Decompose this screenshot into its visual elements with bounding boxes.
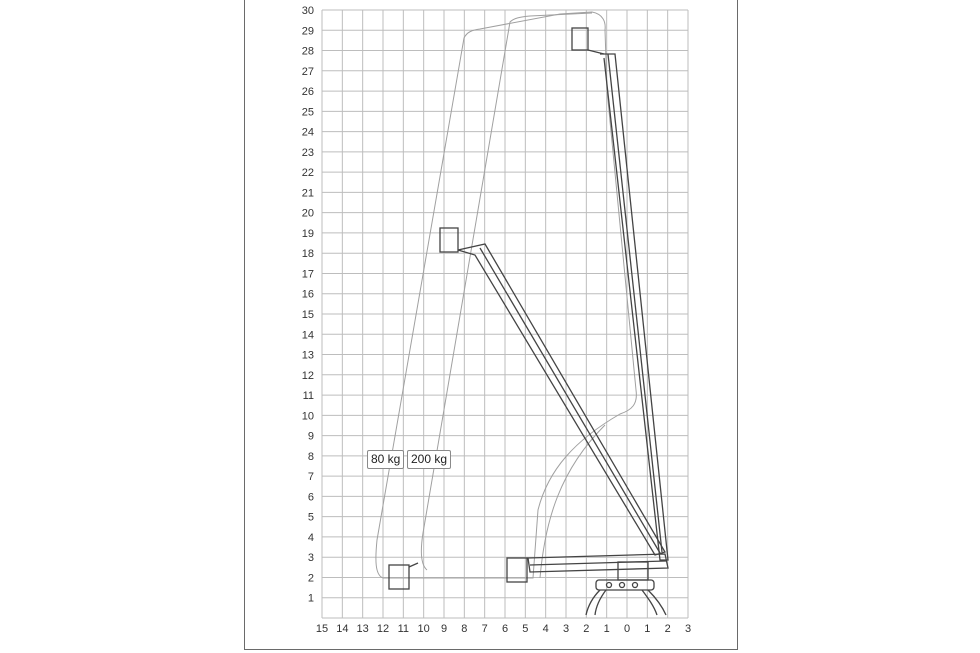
x-tick-label: 1: [603, 623, 610, 635]
y-tick-label: 12: [301, 369, 314, 382]
x-tick-label: 6: [501, 623, 509, 635]
y-tick-label: 16: [301, 288, 314, 301]
envelope-200kg-lower: [540, 425, 605, 578]
y-tick-label: 15: [301, 309, 314, 321]
x-tick-label: 5: [522, 623, 529, 635]
y-tick-label: 23: [301, 146, 314, 159]
x-tick-label: 10: [417, 623, 430, 635]
y-tick-label: 3: [307, 552, 314, 565]
y-tick-label: 5: [307, 511, 314, 524]
y-tick-label: 19: [301, 227, 314, 240]
y-tick-label: 4: [307, 531, 314, 544]
y-tick-label: 13: [301, 349, 314, 362]
y-tick-label: 20: [301, 207, 314, 220]
y-tick-label: 26: [301, 86, 314, 99]
y-tick-label: 28: [301, 45, 314, 58]
load-label-80kg: 80 kg: [367, 450, 404, 469]
y-tick-label: 10: [301, 410, 314, 423]
y-tick-label: 1: [307, 592, 314, 605]
x-tick-label: 14: [336, 623, 349, 635]
y-tick-label: 27: [301, 65, 314, 78]
envelope-80kg: [376, 12, 636, 578]
boom-diagonal: [440, 228, 665, 555]
x-tick-label: 2: [583, 623, 590, 635]
y-tick-label: 25: [301, 106, 314, 119]
x-tick-label: 3: [684, 623, 692, 635]
x-tick-label: 11: [397, 623, 410, 635]
y-tick-label: 7: [307, 471, 314, 484]
y-tick-label: 8: [307, 450, 314, 463]
x-tick-label: 7: [481, 623, 488, 635]
y-tick-label: 24: [301, 126, 314, 139]
y-tick-label: 9: [307, 430, 314, 443]
x-tick-label: 15: [315, 623, 329, 635]
x-tick-label: 8: [461, 623, 468, 635]
x-axis-ticks: [316, 623, 691, 635]
y-tick-label: 14: [301, 329, 314, 342]
y-tick-label: 21: [301, 187, 314, 200]
y-tick-label: 22: [301, 167, 314, 180]
y-tick-label: 6: [307, 491, 314, 504]
y-tick-label: 2: [307, 572, 314, 585]
x-tick-label: 0: [623, 623, 631, 635]
x-tick-label: 13: [356, 623, 369, 635]
y-tick-label: 17: [301, 268, 314, 281]
x-tick-label: 3: [562, 623, 570, 635]
y-tick-label: 18: [301, 248, 314, 261]
x-tick-label: 9: [440, 623, 448, 635]
x-tick-label: 1: [644, 623, 651, 635]
x-tick-label: 4: [542, 623, 549, 635]
x-tick-label: 12: [376, 623, 390, 635]
y-tick-label: 30: [301, 5, 314, 17]
load-label-200kg: 200 kg: [407, 450, 451, 469]
x-tick-label: 2: [664, 623, 671, 635]
y-tick-label: 11: [302, 390, 314, 403]
y-tick-label: 29: [301, 25, 314, 38]
y-axis-ticks: [302, 5, 314, 605]
